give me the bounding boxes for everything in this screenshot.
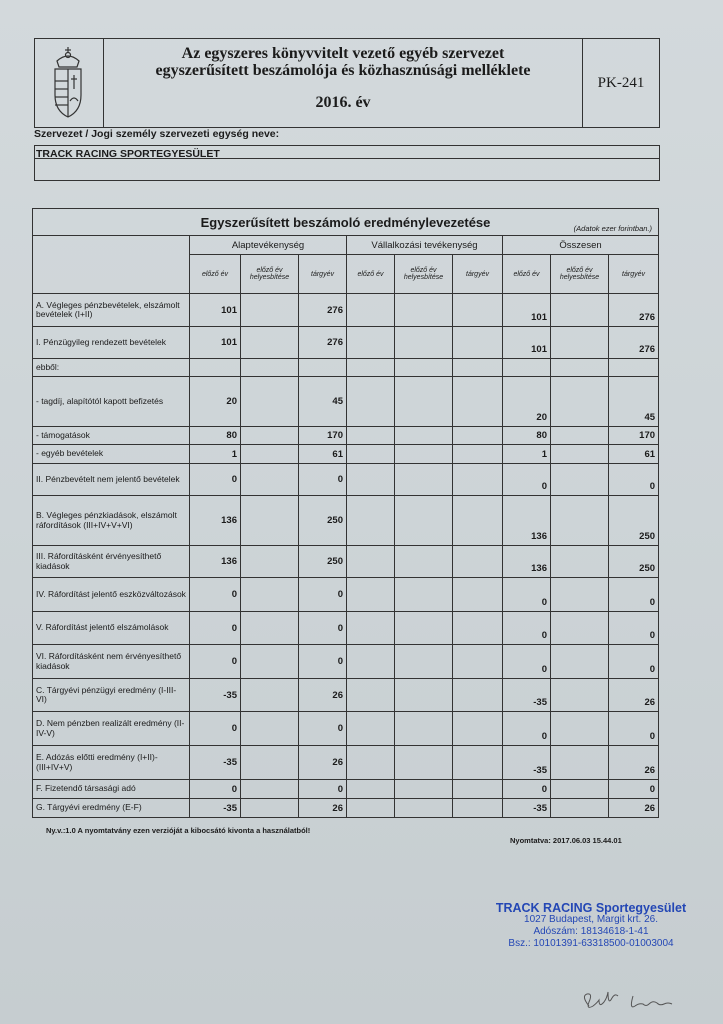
value-cell	[551, 612, 609, 645]
subcolumn-header: tárgyév	[453, 255, 503, 294]
row-label: IV. Ráfordítást jelentő eszközváltozások	[33, 578, 190, 612]
value-cell: -35	[503, 799, 551, 818]
value-cell: 101	[190, 294, 241, 327]
value-cell	[453, 645, 503, 679]
value-cell: 276	[299, 294, 347, 327]
row-label: C. Tárgyévi pénzügyi eredmény (I-III-VI)	[33, 679, 190, 712]
table-body	[33, 294, 659, 818]
value-cell	[453, 496, 503, 546]
value-cell: 276	[299, 327, 347, 359]
value-cell	[453, 746, 503, 780]
table-row	[33, 294, 659, 327]
value-cell	[453, 679, 503, 712]
subcolumn-header: előző év	[503, 255, 551, 294]
value-cell	[453, 445, 503, 464]
value-cell	[551, 464, 609, 496]
value-cell	[241, 780, 299, 799]
value-cell: 20	[190, 377, 241, 427]
value-cell: 136	[190, 496, 241, 546]
printed-timestamp: Nyomtatva: 2017.06.03 15.44.01	[510, 836, 622, 845]
crest-cell	[35, 39, 104, 127]
value-cell	[241, 645, 299, 679]
table-row	[33, 645, 659, 679]
value-cell: 101	[503, 327, 551, 359]
value-cell: 276	[609, 327, 659, 359]
form-titles	[103, 39, 583, 127]
value-cell	[241, 427, 299, 445]
value-cell	[395, 780, 453, 799]
value-cell: 0	[503, 464, 551, 496]
row-label: VI. Ráfordításként nem érvényesíthető kiadások	[33, 645, 190, 679]
row-label: E. Adózás előtti eredmény (I+II)-(III+IV+V)	[33, 746, 190, 780]
value-cell: 0	[190, 464, 241, 496]
value-cell	[241, 679, 299, 712]
value-cell: 1	[190, 445, 241, 464]
subcolumn-header: tárgyév	[609, 255, 659, 294]
form-code: PK-241	[582, 39, 659, 127]
table-row	[33, 377, 659, 427]
group-header: Összesen	[503, 236, 659, 255]
value-cell	[241, 294, 299, 327]
value-cell: 0	[503, 645, 551, 679]
value-cell: -35	[190, 679, 241, 712]
value-cell	[395, 464, 453, 496]
value-cell: 0	[609, 578, 659, 612]
subcolumn-header: előző év helyesbítése	[551, 255, 609, 294]
value-cell	[347, 294, 395, 327]
value-cell: 80	[190, 427, 241, 445]
organization-label: Szervezet / Jogi személy szervezeti egység neve:	[34, 128, 280, 140]
value-cell	[551, 645, 609, 679]
value-cell	[347, 799, 395, 818]
value-cell: 0	[609, 464, 659, 496]
organization-name: TRACK RACING SPORTEGYESÜLET	[36, 148, 220, 160]
value-cell: 136	[190, 546, 241, 578]
value-cell: 61	[299, 445, 347, 464]
value-cell: 0	[503, 578, 551, 612]
label-header	[33, 236, 190, 294]
value-cell: 61	[609, 445, 659, 464]
stamp-bank: Bsz.: 10101391-63318500-01003004	[508, 938, 674, 949]
subcolumn-header: előző év helyesbítése	[241, 255, 299, 294]
table-row	[33, 464, 659, 496]
value-cell: 250	[299, 546, 347, 578]
value-cell	[347, 327, 395, 359]
table-row	[33, 679, 659, 712]
form-header	[34, 38, 660, 128]
value-cell	[453, 799, 503, 818]
value-cell: 250	[609, 496, 659, 546]
value-cell	[347, 359, 395, 377]
value-cell	[609, 359, 659, 377]
table-title: Egyszerűsített beszámoló eredménylevezetése	[200, 214, 491, 230]
value-cell	[347, 780, 395, 799]
stamp-address: 1027 Budapest, Margit krt. 26.	[524, 914, 658, 925]
row-label: F. Fizetendő társasági adó	[33, 780, 190, 799]
table-row	[33, 546, 659, 578]
value-cell: 80	[503, 427, 551, 445]
value-cell	[241, 799, 299, 818]
value-cell	[241, 327, 299, 359]
value-cell	[347, 496, 395, 546]
value-cell	[453, 578, 503, 612]
value-cell: 0	[503, 780, 551, 799]
organization-stamp	[486, 902, 696, 950]
value-cell: -35	[190, 746, 241, 780]
value-cell: 26	[609, 679, 659, 712]
value-cell: 136	[503, 496, 551, 546]
value-cell	[347, 377, 395, 427]
value-cell	[347, 679, 395, 712]
value-cell	[551, 327, 609, 359]
value-cell: 0	[299, 464, 347, 496]
value-cell: 0	[299, 612, 347, 645]
value-cell	[241, 496, 299, 546]
value-cell	[551, 496, 609, 546]
value-cell	[551, 359, 609, 377]
value-cell	[395, 746, 453, 780]
value-cell	[453, 377, 503, 427]
value-cell	[395, 294, 453, 327]
row-label: - egyéb bevételek	[33, 445, 190, 464]
value-cell	[453, 359, 503, 377]
value-cell: 0	[609, 645, 659, 679]
group-header: Vállalkozási tevékenység	[347, 236, 503, 255]
value-cell: 170	[299, 427, 347, 445]
row-label: - tagdíj, alapítótól kapott befizetés	[33, 377, 190, 427]
value-cell	[241, 612, 299, 645]
value-cell: 26	[299, 679, 347, 712]
value-cell	[395, 578, 453, 612]
table-row	[33, 780, 659, 799]
row-label: II. Pénzbevételt nem jelentő bevételek	[33, 464, 190, 496]
value-cell	[241, 359, 299, 377]
value-cell: 101	[190, 327, 241, 359]
value-cell: 0	[609, 780, 659, 799]
value-cell: 1	[503, 445, 551, 464]
value-cell	[347, 445, 395, 464]
value-cell	[551, 445, 609, 464]
value-cell	[395, 427, 453, 445]
value-cell: 101	[503, 294, 551, 327]
row-label: D. Nem pénzben realizált eredmény (II-IV-V)	[33, 712, 190, 746]
value-cell: 250	[299, 496, 347, 546]
stamp-name: TRACK RACING Sportegyesület	[495, 901, 687, 915]
value-cell	[347, 746, 395, 780]
value-cell: -35	[503, 679, 551, 712]
table-row	[33, 612, 659, 645]
table-row	[33, 359, 659, 377]
subcolumn-header: előző év	[347, 255, 395, 294]
hungarian-coat-of-arms-icon	[35, 39, 101, 125]
value-cell: 26	[609, 746, 659, 780]
value-cell: 0	[609, 712, 659, 746]
value-cell	[395, 645, 453, 679]
value-cell	[241, 712, 299, 746]
value-cell	[551, 712, 609, 746]
value-cell: 136	[503, 546, 551, 578]
value-cell	[395, 445, 453, 464]
value-cell: 45	[609, 377, 659, 427]
subcolumn-header: előző év	[190, 255, 241, 294]
value-cell: 20	[503, 377, 551, 427]
form-title-line2: egyszerűsített beszámolója és közhasznúsági melléklete	[155, 62, 531, 79]
stamp-tax-id: Adószám: 18134618-1-41	[533, 926, 649, 937]
value-cell: 0	[299, 578, 347, 612]
table-row	[33, 712, 659, 746]
value-cell	[551, 427, 609, 445]
value-cell	[551, 546, 609, 578]
unit-note: (Adatok ezer forintban.)	[573, 224, 653, 233]
value-cell	[395, 496, 453, 546]
value-cell	[551, 294, 609, 327]
table-row	[33, 445, 659, 464]
value-cell: 0	[190, 645, 241, 679]
value-cell	[551, 578, 609, 612]
value-cell: -35	[190, 799, 241, 818]
value-cell	[395, 377, 453, 427]
value-cell	[551, 780, 609, 799]
value-cell	[241, 464, 299, 496]
value-cell	[299, 359, 347, 377]
version-note: Ny.v.:1.0 A nyomtatvány ezen verzióját a kibocsátó kivonta a használatból!	[46, 826, 311, 835]
value-cell	[551, 799, 609, 818]
value-cell	[395, 359, 453, 377]
value-cell: 0	[503, 712, 551, 746]
value-cell	[347, 578, 395, 612]
row-label: - támogatások	[33, 427, 190, 445]
table-row	[33, 578, 659, 612]
value-cell: 276	[609, 294, 659, 327]
value-cell	[395, 799, 453, 818]
row-label: III. Ráfordításként érvényesíthető kiadások	[33, 546, 190, 578]
value-cell	[347, 612, 395, 645]
value-cell: 0	[299, 645, 347, 679]
value-cell	[551, 746, 609, 780]
value-cell: 26	[299, 799, 347, 818]
value-cell: 0	[299, 712, 347, 746]
value-cell: 0	[299, 780, 347, 799]
value-cell: 250	[609, 546, 659, 578]
value-cell	[395, 327, 453, 359]
row-label: B. Végleges pénzkiadások, elszámolt ráfordítások (III+IV+V+VI)	[33, 496, 190, 546]
value-cell	[395, 612, 453, 645]
value-cell	[453, 464, 503, 496]
subcolumn-header: tárgyév	[299, 255, 347, 294]
value-cell	[453, 780, 503, 799]
row-label: G. Tárgyévi eredmény (E-F)	[33, 799, 190, 818]
value-cell: 0	[190, 578, 241, 612]
value-cell: 0	[190, 612, 241, 645]
value-cell: 26	[299, 746, 347, 780]
value-cell	[241, 445, 299, 464]
value-cell	[395, 712, 453, 746]
value-cell	[347, 464, 395, 496]
value-cell	[241, 377, 299, 427]
value-cell	[453, 427, 503, 445]
value-cell	[241, 578, 299, 612]
row-label: I. Pénzügyileg rendezett bevételek	[33, 327, 190, 359]
value-cell	[241, 746, 299, 780]
row-label: ebből:	[33, 359, 190, 377]
table-row	[33, 496, 659, 546]
group-header: Alaptevékenység	[190, 236, 347, 255]
value-cell	[551, 377, 609, 427]
value-cell: 0	[190, 712, 241, 746]
table-row	[33, 427, 659, 445]
value-cell: 0	[190, 780, 241, 799]
value-cell	[453, 294, 503, 327]
value-cell: -35	[503, 746, 551, 780]
row-label: V. Ráfordítást jelentő elszámolások	[33, 612, 190, 645]
value-cell	[395, 679, 453, 712]
value-cell	[453, 612, 503, 645]
value-cell: 45	[299, 377, 347, 427]
value-cell	[395, 546, 453, 578]
row-label: A. Végleges pénzbevételek, elszámolt bevételek (I+II)	[33, 294, 190, 327]
value-cell	[453, 546, 503, 578]
table-row	[33, 799, 659, 818]
value-cell	[347, 645, 395, 679]
value-cell	[347, 712, 395, 746]
value-cell: 0	[503, 612, 551, 645]
value-cell	[453, 712, 503, 746]
table-title-cell	[33, 209, 659, 236]
value-cell: 26	[609, 799, 659, 818]
value-cell	[241, 546, 299, 578]
form-year: 2016. év	[315, 94, 371, 111]
value-cell: 170	[609, 427, 659, 445]
table-row	[33, 746, 659, 780]
handwritten-signature	[575, 988, 685, 1018]
value-cell: 0	[609, 612, 659, 645]
value-cell	[347, 427, 395, 445]
value-cell	[551, 679, 609, 712]
table-row	[33, 327, 659, 359]
value-cell	[453, 327, 503, 359]
subcolumn-header: előző év helyesbítése	[395, 255, 453, 294]
income-statement-table	[32, 208, 659, 818]
value-cell	[347, 546, 395, 578]
value-cell	[190, 359, 241, 377]
value-cell	[503, 359, 551, 377]
form-title-line1: Az egyszeres könyvvitelt vezető egyéb szervezet	[181, 45, 505, 62]
